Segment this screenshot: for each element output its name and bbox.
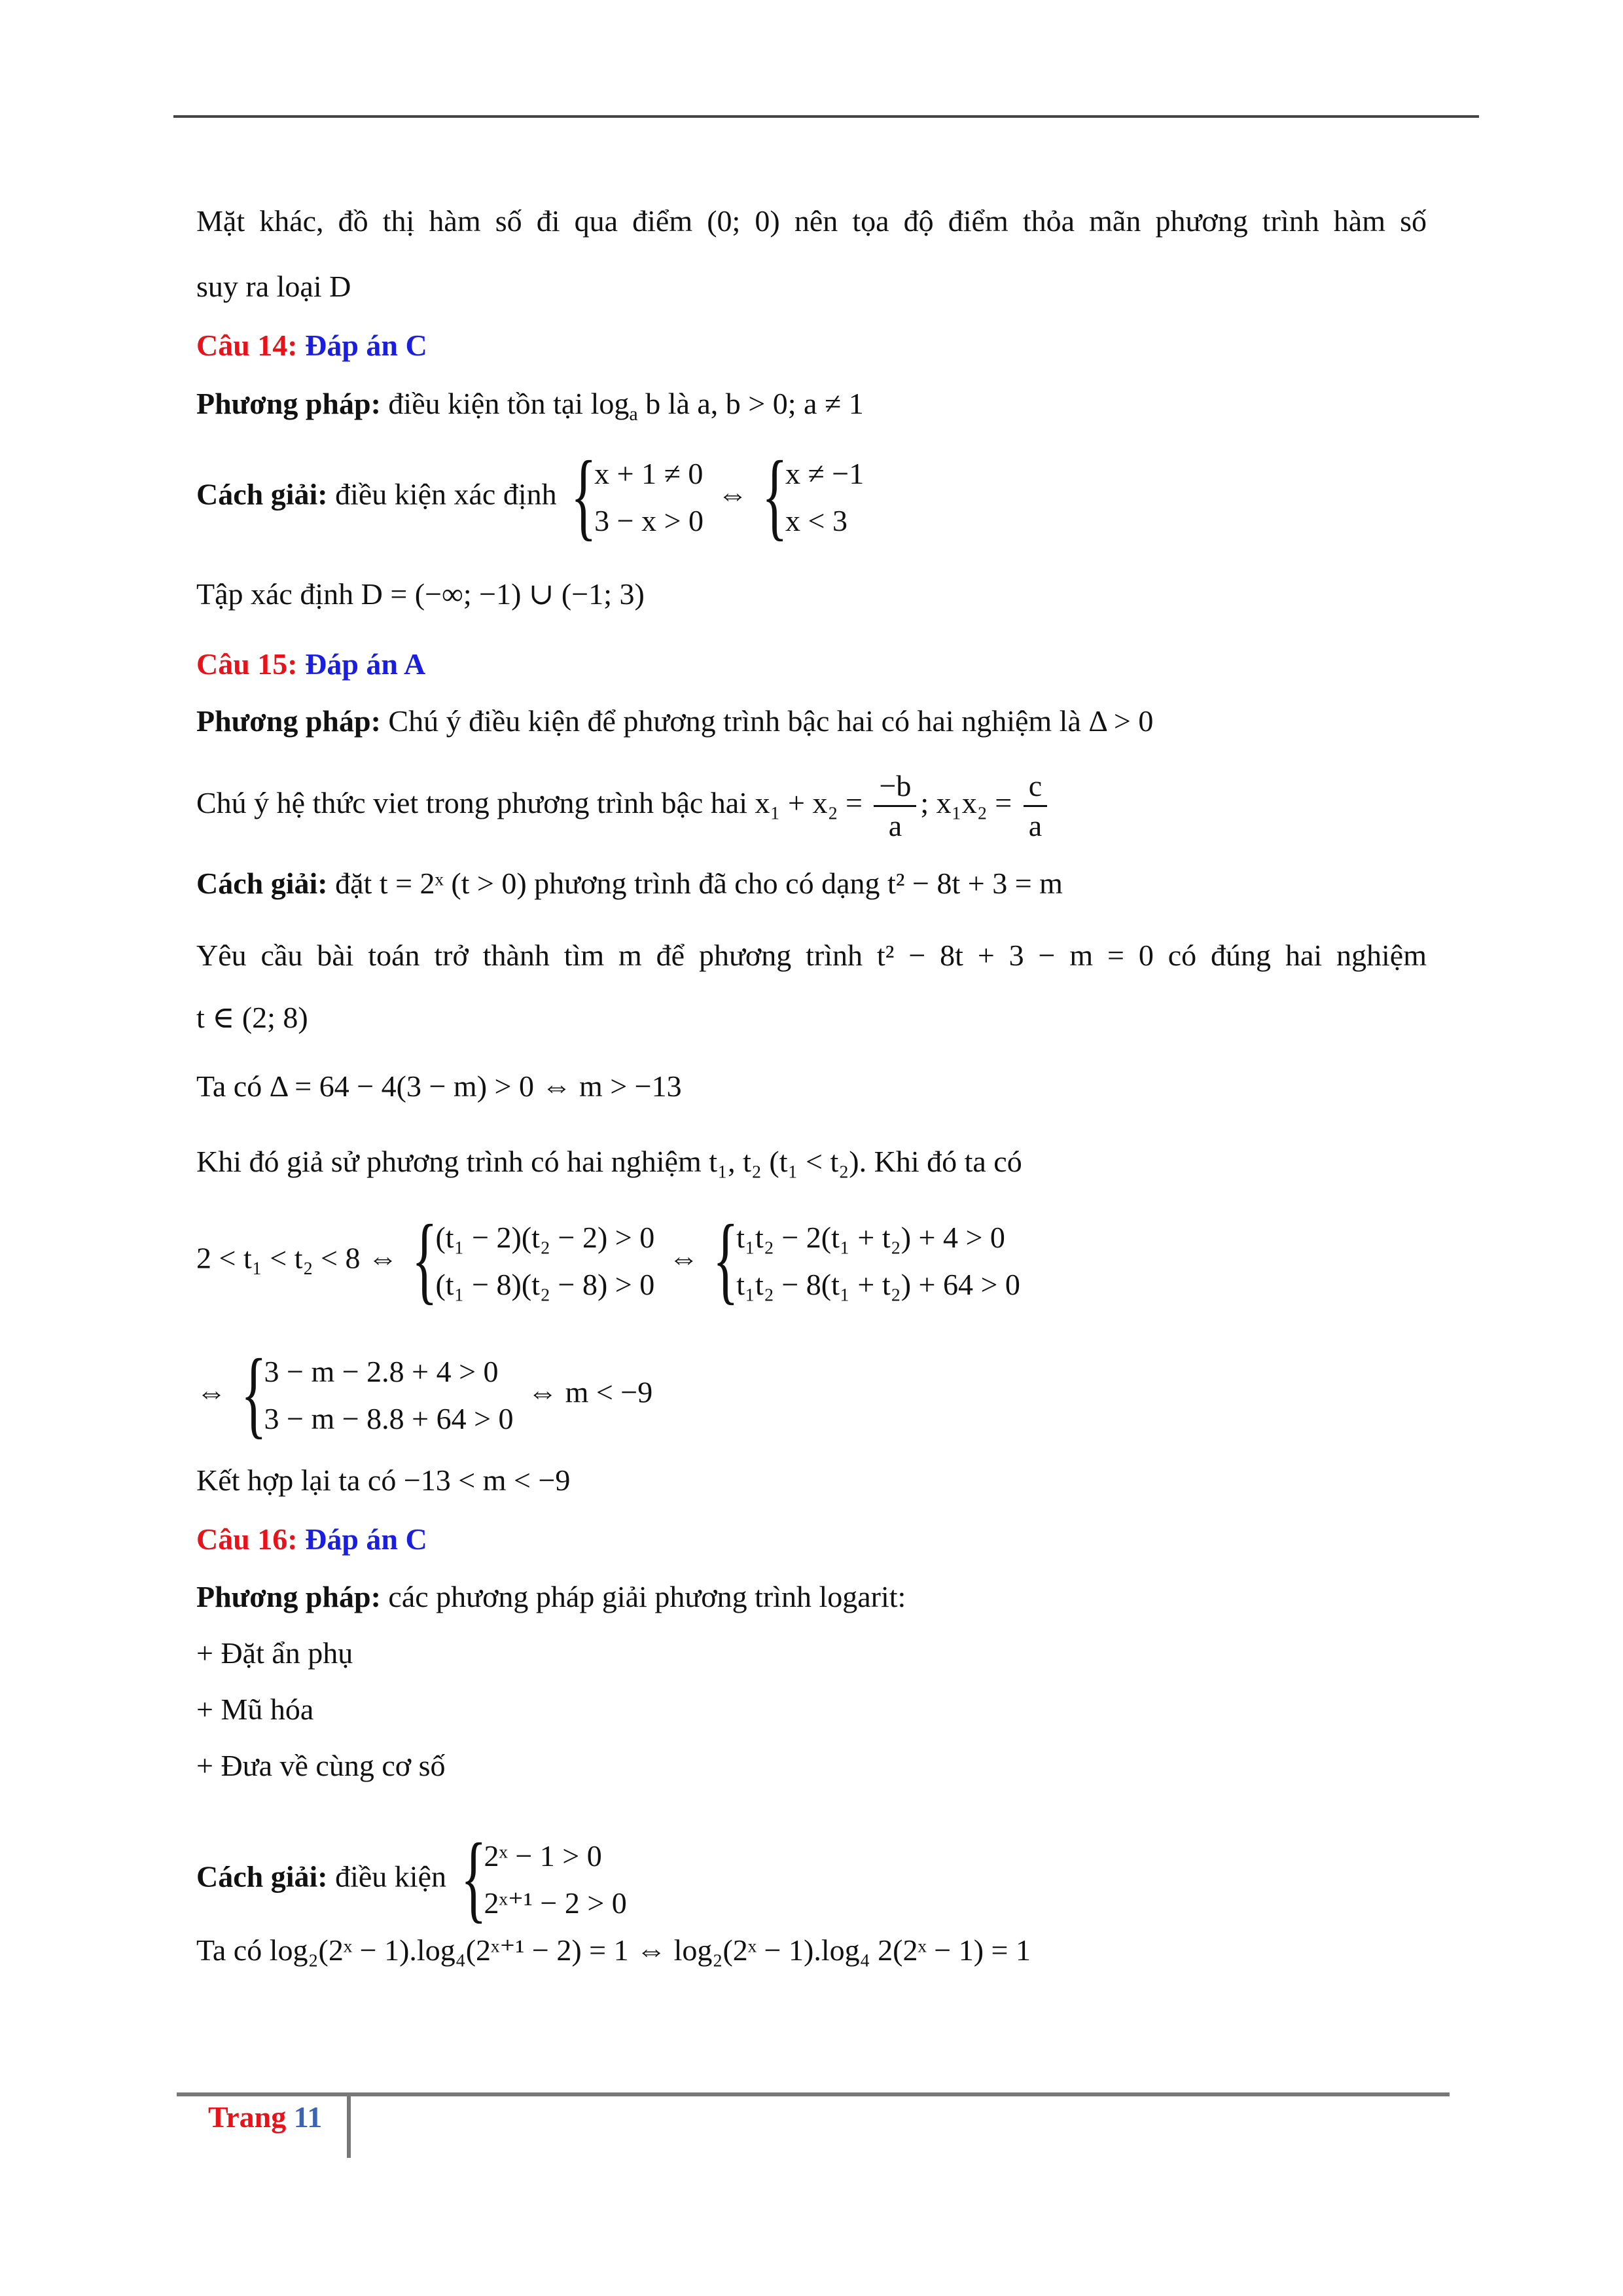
q15-sysC-result: ⇔ m < −9 (527, 1375, 653, 1409)
q16-item-1: + Đặt ẩn phụ (196, 1636, 353, 1670)
q14-heading-number: Câu 14: (196, 329, 298, 362)
q15-sysA-row-1: (t₁ − 2)(t₂ − 2) > 0 (435, 1221, 655, 1254)
q15-sysB-row-2: t₁t₂ − 8(t₁ + t₂) + 64 > 0 (736, 1268, 1020, 1301)
q16-solution-text: điều kiện (335, 1859, 447, 1893)
q15-system-c: { 3 − m − 2.8 + 4 > 0 3 − m − 8.8 + 64 > 0 (240, 1339, 514, 1448)
q15-sysA-row-2: (t₁ − 8)(t₂ − 8) > 0 (435, 1268, 655, 1301)
q16-solution (196, 1823, 633, 1932)
q16-solution-label: Cách giải: (196, 1859, 328, 1893)
q14-system-1: { x + 1 ≠ 0 3 − x > 0 (571, 441, 704, 550)
q14-solution (196, 441, 870, 550)
q15-system-a: { (t₁ − 2)(t₂ − 2) > 0 (t₁ − 8)(t₂ − 8) > 0 (412, 1205, 655, 1314)
page-number: 11 (293, 2100, 323, 2134)
header-rule (173, 115, 1479, 118)
q16-item-3: + Đưa về cùng cơ số (196, 1749, 446, 1782)
q15-delta: Ta có Δ = 64 − 4(3 − m) > 0 ⇔ m > −13 (196, 1069, 682, 1103)
page-footer (208, 2098, 322, 2137)
q14-heading (196, 326, 427, 365)
footer-divider (347, 2092, 351, 2158)
q16-sys-row-1: 2ˣ − 1 > 0 (484, 1839, 602, 1873)
q15-viet-mid: ; x₁x₂ = (920, 786, 1012, 820)
intro-line-1: Mặt khác, đồ thị hàm số đi qua điểm (0; 0) nên tọa độ điểm thỏa mãn phương trình hàm số (196, 204, 1427, 238)
q14-heading-answer: Đáp án C (305, 329, 427, 362)
q15-heading-number: Câu 15: (196, 647, 298, 681)
q15-viet-text: Chú ý hệ thức viet trong phương trình bậc hai x₁ + x₂ = (196, 786, 863, 820)
q16-sys-row-2: 2ˣ⁺¹ − 2 > 0 (484, 1886, 627, 1920)
q15-equiv-2: ⇔ (196, 1375, 226, 1409)
q15-heading-answer: Đáp án A (305, 647, 426, 681)
q15-viet (196, 767, 1051, 845)
q15-solution (196, 864, 1063, 903)
q15-method (196, 702, 1153, 741)
q14-sys2-row-2: x < 3 (785, 504, 847, 537)
q15-requirement-line-2: t ∈ (2; 8) (196, 1001, 308, 1034)
q14-method-label: Phương pháp: (196, 387, 381, 420)
q14-sys2-row-1: x ≠ −1 (785, 457, 865, 490)
q15-solution-text: đặt t = 2ˣ (t > 0) phương trình đã cho có dạng t² − 8t + 3 = m (335, 867, 1063, 900)
q14-domain: Tập xác định D = (−∞; −1) ∪ (−1; 3) (196, 577, 645, 611)
q15-sysC-row-2: 3 − m − 8.8 + 64 > 0 (264, 1402, 514, 1435)
q16-heading-number: Câu 16: (196, 1522, 298, 1556)
q15-viet-f1-den: a (888, 809, 902, 842)
q16-item-2: + Mũ hóa (196, 1693, 314, 1726)
q16-method-text: các phương pháp giải phương trình logarit: (388, 1580, 906, 1613)
q14-equiv: ⇔ (717, 477, 748, 511)
q15-combine: Kết hợp lại ta có −13 < m < −9 (196, 1463, 571, 1497)
q15-viet-f2-den: a (1028, 809, 1043, 842)
q15-viet-f1-num: −b (874, 767, 916, 807)
q14-method-rest: b là a, b > 0; a ≠ 1 (645, 387, 864, 420)
q16-heading (196, 1520, 427, 1559)
q14-method-sub: a (629, 403, 638, 425)
q16-method (196, 1577, 906, 1617)
page-label: Trang (208, 2100, 287, 2134)
q15-method-text: Chú ý điều kiện để phương trình bậc hai có hai nghiệm là Δ > 0 (388, 704, 1154, 738)
q15-equiv: ⇔ (668, 1241, 699, 1275)
q15-assume: Khi đó giả sử phương trình có hai nghiệm t₁, t₂ (t₁ < t₂). Khi đó ta có (196, 1145, 1022, 1178)
q15-method-label: Phương pháp: (196, 704, 381, 738)
q16-last-equation: Ta có log₂(2ˣ − 1).log₄(2ˣ⁺¹ − 2) = 1 ⇔ log₂(2ˣ − 1).log₄ 2(2ˣ − 1) = 1 (196, 1933, 1031, 1967)
q15-viet-fraction-2 (1024, 767, 1047, 845)
q14-system-2: { x ≠ −1 x < 3 (762, 441, 865, 550)
q15-solution-label: Cách giải: (196, 867, 328, 900)
intro-line-2: suy ra loại D (196, 270, 351, 303)
q15-inequality (196, 1205, 1027, 1314)
q14-method-text: điều kiện tồn tại log (388, 387, 630, 420)
q14-sys1-row-1: x + 1 ≠ 0 (594, 457, 704, 490)
q15-requirement-line-1: Yêu cầu bài toán trở thành tìm m để phương trình t² − 8t + 3 − m = 0 có đúng hai nghiệm (196, 939, 1427, 972)
q15-sysC-row-1: 3 − m − 2.8 + 4 > 0 (264, 1355, 499, 1388)
q14-solution-text: điều kiện xác định (335, 477, 557, 511)
q16-heading-answer: Đáp án C (305, 1522, 427, 1556)
q15-system-b: { t₁t₂ − 2(t₁ + t₂) + 4 > 0 t₁t₂ − 8(t₁ + t₂) + 64 > 0 (713, 1205, 1020, 1314)
q14-sys1-row-2: 3 − x > 0 (594, 504, 704, 537)
q16-method-label: Phương pháp: (196, 1580, 381, 1613)
q14-solution-label: Cách giải: (196, 477, 328, 511)
q15-ineq-left: 2 < t₁ < t₂ < 8 ⇔ (196, 1241, 398, 1275)
q14-method (196, 384, 864, 434)
q15-system-c-line (196, 1339, 653, 1448)
q15-viet-fraction-1 (874, 767, 916, 845)
q15-sysB-row-1: t₁t₂ − 2(t₁ + t₂) + 4 > 0 (736, 1221, 1005, 1254)
q16-system: { 2ˣ − 1 > 0 2ˣ⁺¹ − 2 > 0 (460, 1823, 627, 1932)
q15-viet-f2-num: c (1024, 767, 1047, 807)
footer-rule (177, 2092, 1450, 2096)
q15-heading (196, 645, 425, 684)
